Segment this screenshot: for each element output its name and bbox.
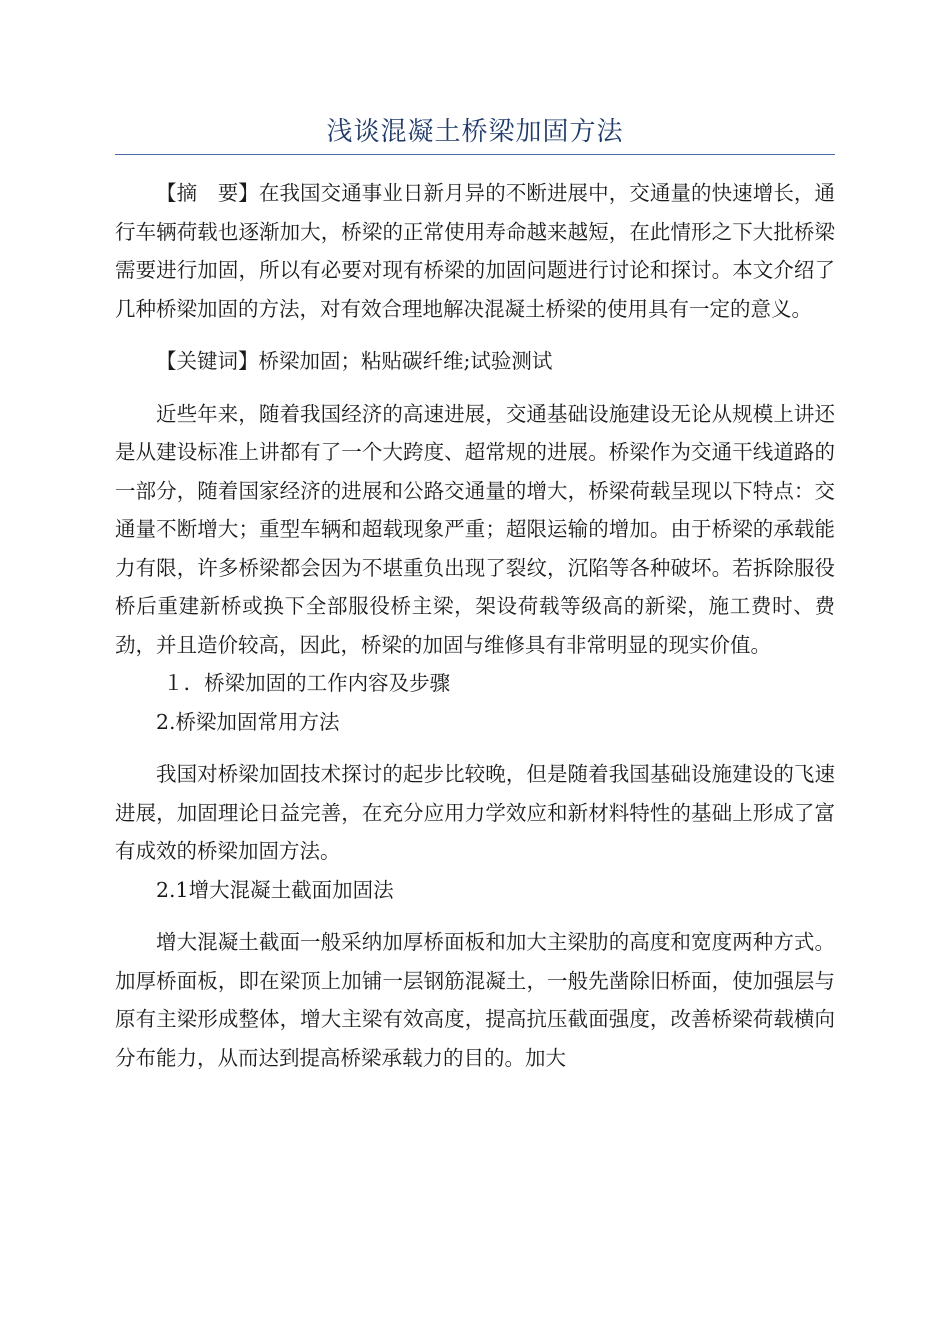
- intro-paragraph: 近些年来，随着我国经济的高速进展，交通基础设施建设无论从规模上讲还是从建设标准上讲都有了一个大跨度、超常规的进展。桥梁作为交通干线道路的一部分，随着国家经济的进展和公路交通量的增大，桥梁荷载呈现以下特点：交通量不断增大；重型车辆和超载现象严重；超限运输的增加。由于桥梁的承载能力有限，许多桥梁都会因为不堪重负出现了裂纹，沉陷等各种破坏。若拆除服役桥后重建新桥或换下全部服役桥主梁，架设荷载等级高的新梁，施工费时、费劲，并且造价较高，因此，桥梁的加固与维修具有非常明显的现实价值。: [115, 401, 835, 657]
- section-2-paragraph: 我国对桥梁加固技术探讨的起步比较晚，但是随着我国基础设施建设的飞速进展，加固理论日益完善，在充分应用力学效应和新材料特性的基础上形成了富有成效的桥梁加固方法。: [115, 762, 835, 863]
- document-body: [115, 174, 835, 1077]
- section-heading-2: 2.桥梁加固常用方法: [156, 709, 340, 734]
- abstract-paragraph: 【摘 要】在我国交通事业日新月异的不断进展中，交通量的快速增长，通行车辆荷载也逐渐加大，桥梁的正常使用寿命越来越短，在此情形之下大批桥梁需要进行加固，所以有必要对现有桥梁的加固问题进行讨论和探讨。本文介绍了几种桥梁加固的方法，对有效合理地解决混凝土桥梁的使用具有一定的意义。: [115, 181, 835, 321]
- document-title: 浅谈混凝土桥梁加固方法: [326, 117, 624, 147]
- section-heading-2-1: 2.1增大混凝土截面加固法: [156, 877, 394, 902]
- title-underline: [115, 154, 835, 155]
- section-heading-1: １．桥梁加固的工作内容及步骤: [163, 671, 451, 695]
- keywords-paragraph: 【关键词】桥梁加固；粘贴碳纤维;试验测试: [156, 349, 553, 373]
- section-2-1-paragraph: 增大混凝土截面一般采纳加厚桥面板和加大主梁肋的高度和宽度两种方式。加厚桥面板，即在梁顶上加铺一层钢筋混凝土，一般先凿除旧桥面，使加强层与原有主梁形成整体，增大主梁有效高度，提高抗压截面强度，改善桥梁荷载横向分布能力，从而达到提高桥梁承载力的目的。加大: [115, 930, 835, 1070]
